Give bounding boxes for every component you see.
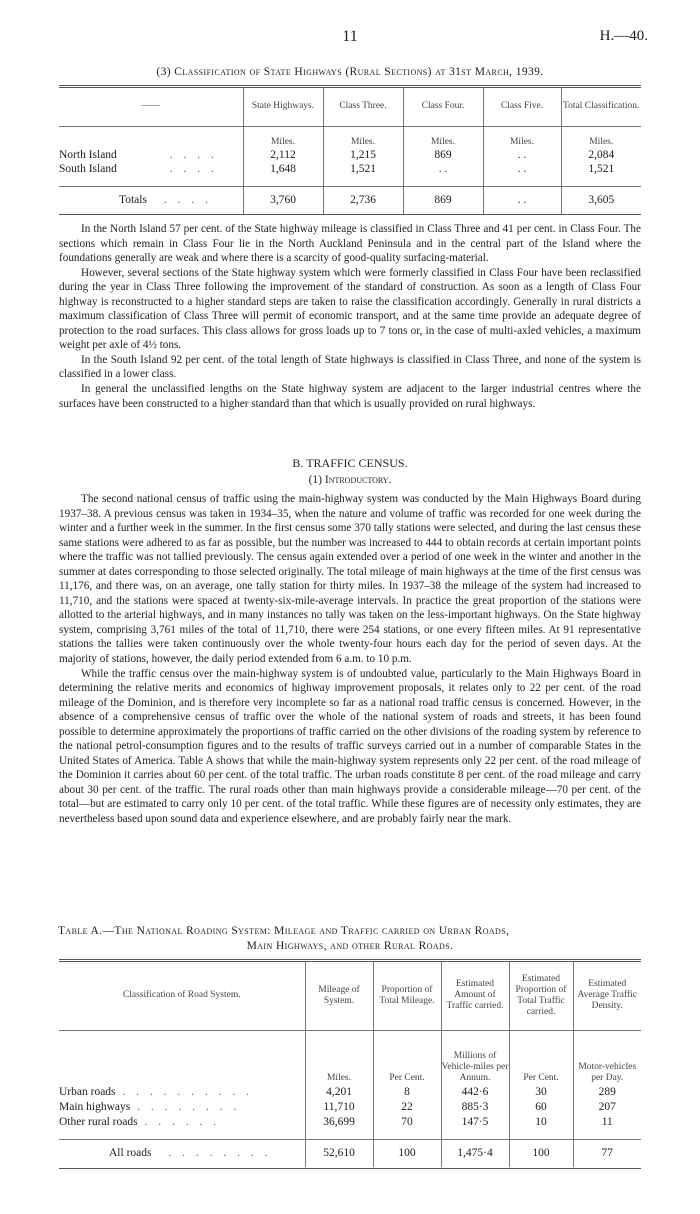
tableA-unit: Motor-vehicles per Day. — [573, 1030, 641, 1084]
table3-header-blank: —— — [141, 101, 161, 112]
tableA-total-cell: 77 — [573, 1139, 641, 1167]
table3-total-cell: 2,736 — [323, 186, 403, 214]
tableA-units-row — [59, 1030, 641, 1084]
tableA-header-density: Estimated Average Traffic Density. — [573, 962, 641, 1030]
table3-cell: 1,521 — [561, 162, 641, 176]
tableA-cell: 4,201 — [305, 1084, 373, 1099]
tableA-total-cell: 52,610 — [305, 1139, 373, 1167]
table3-bottom-rule — [59, 214, 641, 215]
leader-dots: . . . . — [169, 163, 218, 175]
table3-total-label: Totals — [119, 194, 147, 207]
leader-dots: . . . . . . — [144, 1115, 221, 1128]
table3-top-rule — [59, 85, 641, 86]
tableA-total-cell: 100 — [373, 1139, 441, 1167]
tableA-header-proportion: Proportion of Total Mileage. — [373, 962, 441, 1030]
table3-cell: . . — [483, 162, 561, 176]
paragraph: The second national census of traffic using the main-highway system was conducted by the Main Highways Board during 1937–38. A previous census was taken in 1934–35, when the nature and volume of traffic was recorded for one week during the winter and a further week in the summer. In the first census some 370 tally stations were selected, and during the last census these same stations were adhered to as far as possible, but the number was increased to 444 to obtain records at certain important points where the traffic was not tallied previously. The census again extended over a period of one week in the winter and another in the summer at dates corresponding to those selected originally. The total mileage of main highways at the time of the first census was 11,176, and there was, on an average, one tally station for thirty miles. In 1937–38 the mileage of the system had increased to 11,710, and the stations were spaced at twenty-six-mile-average intervals. In practice the great proportion of the stations were allotted to the arterial highways, and in many instances no tally was taken on the less-important highways. On the State highway system, comprising 3,761 miles of the total of 11,710, there were 254 stations, or one every fifteen miles. At 91 representative stations the tallies were taken continuously over the whole twenty-four hours each day for the period of seven days. At the majority of stations, however, the daily period extended from 6 a.m. to 10 p.m. — [59, 493, 641, 666]
tableA-cell: 207 — [573, 1099, 641, 1114]
leader-dots: . . . . . . . . — [168, 1147, 272, 1160]
tableA — [59, 962, 641, 1167]
table3 — [59, 88, 641, 214]
table3-total-cell: . . — [483, 186, 561, 214]
tableA-row-label: Other rural roads — [59, 1115, 138, 1128]
table3-header-state-highways: State Highways. — [243, 88, 323, 126]
tableA-cell: 11,710 — [305, 1099, 373, 1114]
table3-total-cell: 3,605 — [561, 186, 641, 214]
tableA-unit: Miles. — [305, 1030, 373, 1084]
tableA-total-label: All roads — [109, 1147, 152, 1160]
tableA-header-traffic-proportion: Estimated Proportion of Total Traffic carried. — [509, 962, 573, 1030]
table3-header-class-three: Class Three. — [323, 88, 403, 126]
paragraph: In general the unclassified lengths on the State highway system are adjacent to the larger industrial centres where the surfaces have been constructed to a higher standard than that which is usually provided on rural highways. — [59, 383, 641, 410]
tableA-cell: 442·6 — [441, 1084, 509, 1099]
tableA-row — [59, 1084, 641, 1099]
section-heading-block — [59, 456, 641, 487]
tableA-total-cell: 100 — [509, 1139, 573, 1167]
table3-cell: 2,112 — [243, 148, 323, 162]
tableA-cell: 289 — [573, 1084, 641, 1099]
leader-dots: . . . . . . . . — [137, 1100, 241, 1113]
paragraph: However, several sections of the State highway system which were formerly classified in Class Four have been reclassified during the year in Class Three following the improvement of the standard of construction. As soon as a length of Class Four highway is reconstructed to a higher standard steps are taken to raise the classification accordingly. Generally in rural districts a maximum classification of Class Three will permit of economic transport, and at the same time provide an adequate degree of protection to the road surfaces. This class allows for gross loads up to 7 tons or, in the case of multi-axled vehicles, a maximum weight per axle of 4½ tons. — [59, 266, 641, 352]
tableA-top-rule — [59, 959, 641, 960]
tableA-cell: 36,699 — [305, 1114, 373, 1129]
tableA-bottom-rule — [59, 1168, 641, 1169]
table3-title: (3) Classification of State Highways (Rural Sections) at 31st March, 1939. — [156, 66, 544, 78]
tableA-header-classification: Classification of Road System. — [122, 990, 241, 1001]
table3-total-row — [59, 186, 641, 214]
section-subheading: (1) Introductory. — [308, 473, 392, 486]
tableA-title-line2: Main Highways, and other Rural Roads. — [246, 940, 454, 952]
tableA-header-row — [59, 962, 641, 1030]
tableA-row — [59, 1114, 641, 1129]
tableA-cell: 60 — [509, 1099, 573, 1114]
tableA-total-row — [59, 1139, 641, 1167]
table3-units-row — [59, 126, 641, 148]
table3-total-cell: 3,760 — [243, 186, 323, 214]
tableA-row-label: Urban roads — [59, 1085, 116, 1098]
table3-row — [59, 148, 641, 162]
leader-dots: . . . . — [169, 149, 218, 161]
leader-dots: . . . . . . . . . . — [122, 1085, 254, 1098]
table3-cell: 1,648 — [243, 162, 323, 176]
table3-header-total: Total Classification. — [561, 88, 641, 126]
table3-cell: . . — [403, 162, 483, 176]
tableA-cell: 8 — [373, 1084, 441, 1099]
tableA-cell: 70 — [373, 1114, 441, 1129]
table3-cell: 1,215 — [323, 148, 403, 162]
table3-cell: . . — [483, 148, 561, 162]
table3-unit: Miles. — [243, 126, 323, 148]
paragraph: While the traffic census over the main-highway system is of undoubted value, particularly to the Main Highways Board in determining the relative merits and economics of highway improvement proposals, it relates only to 22 per cent. of the road mileage of the Dominion, and is therefore very incomplete so far as a national road traffic census is concerned. However, in the absence of a comprehensive census of traffic over the whole of the national system of roads and streets, it has been found possible to determine approximately the proportions of traffic carried on the other divisions of the roading system by reference to the national petrol-consumption figures and to the results of traffic surveys carried out in a number of comparable States in the United States of America. Table A shows that while the main-highway system represents only 22 per cent. of the road mileage of the Dominion it carries about 60 per cent. of the total traffic. The urban roads constitute 8 per cent. of the road mileage and carry about 30 per cent. of the traffic. The rural roads other than main highways provide a considerable mileage—70 per cent. of the total—but are estimated to carry only 10 per cent. of the total traffic. While these figures are of necessity only estimates, they are nevertheless based upon sound data and experience elsewhere, and are probably fairly near the mark. — [59, 667, 641, 826]
table3-unit: Miles. — [561, 126, 641, 148]
leader-dots: . . . . — [163, 194, 212, 207]
table3-unit: Miles. — [403, 126, 483, 148]
table3-cell: 2,084 — [561, 148, 641, 162]
tableA-row — [59, 1099, 641, 1114]
tableA-cell: 30 — [509, 1084, 573, 1099]
table3-cell: 869 — [403, 148, 483, 162]
tableA-title-line1: Table A.—The National Roading System: Mileage and Traffic carried on Urban Roads, — [58, 925, 510, 937]
tableA-header-traffic-amount: Estimated Amount of Traffic carried. — [441, 962, 509, 1030]
table3-unit: Miles. — [483, 126, 561, 148]
table3-header-class-five: Class Five. — [483, 88, 561, 126]
table3-total-cell: 869 — [403, 186, 483, 214]
document-reference: H.—40. — [599, 28, 648, 44]
tableA-unit: Per Cent. — [509, 1030, 573, 1084]
table3-cell: 1,521 — [323, 162, 403, 176]
tableA-cell: 11 — [573, 1114, 641, 1129]
tableA-cell: 22 — [373, 1099, 441, 1114]
tableA-unit: Per Cent. — [373, 1030, 441, 1084]
table3-row — [59, 162, 641, 176]
table3-header-class-four: Class Four. — [403, 88, 483, 126]
body-text-a — [59, 222, 641, 411]
body-text-b — [59, 492, 641, 827]
tableA-header-mileage: Mileage of System. — [305, 962, 373, 1030]
table3-row-label: South Island — [59, 163, 117, 175]
paragraph: In the North Island 57 per cent. of the State highway mileage is classified in Class Three and 41 per cent. in Class Four. The sections which remain in Class Four lie in the North Auckland Peninsula and in the central part of the Island where the foundations generally are weak and where there is a scarcity of good-quality surfacing-material. — [59, 223, 641, 265]
table3-header-row — [59, 88, 641, 126]
tableA-cell: 885·3 — [441, 1099, 509, 1114]
tableA-cell: 147·5 — [441, 1114, 509, 1129]
page-number: 11 — [342, 28, 358, 45]
tableA-row-label: Main highways — [59, 1100, 131, 1113]
tableA-cell: 10 — [509, 1114, 573, 1129]
tableA-unit: Millions of Vehicle-miles per Annum. — [441, 1030, 509, 1084]
tableA-total-cell: 1,475·4 — [441, 1139, 509, 1167]
paragraph: In the South Island 92 per cent. of the total length of State highways is classified in Class Three, and none of the system is classified in a lower class. — [59, 353, 641, 381]
table3-unit: Miles. — [323, 126, 403, 148]
section-heading: B. TRAFFIC CENSUS. — [292, 456, 408, 470]
table3-row-label: North Island — [59, 149, 117, 161]
